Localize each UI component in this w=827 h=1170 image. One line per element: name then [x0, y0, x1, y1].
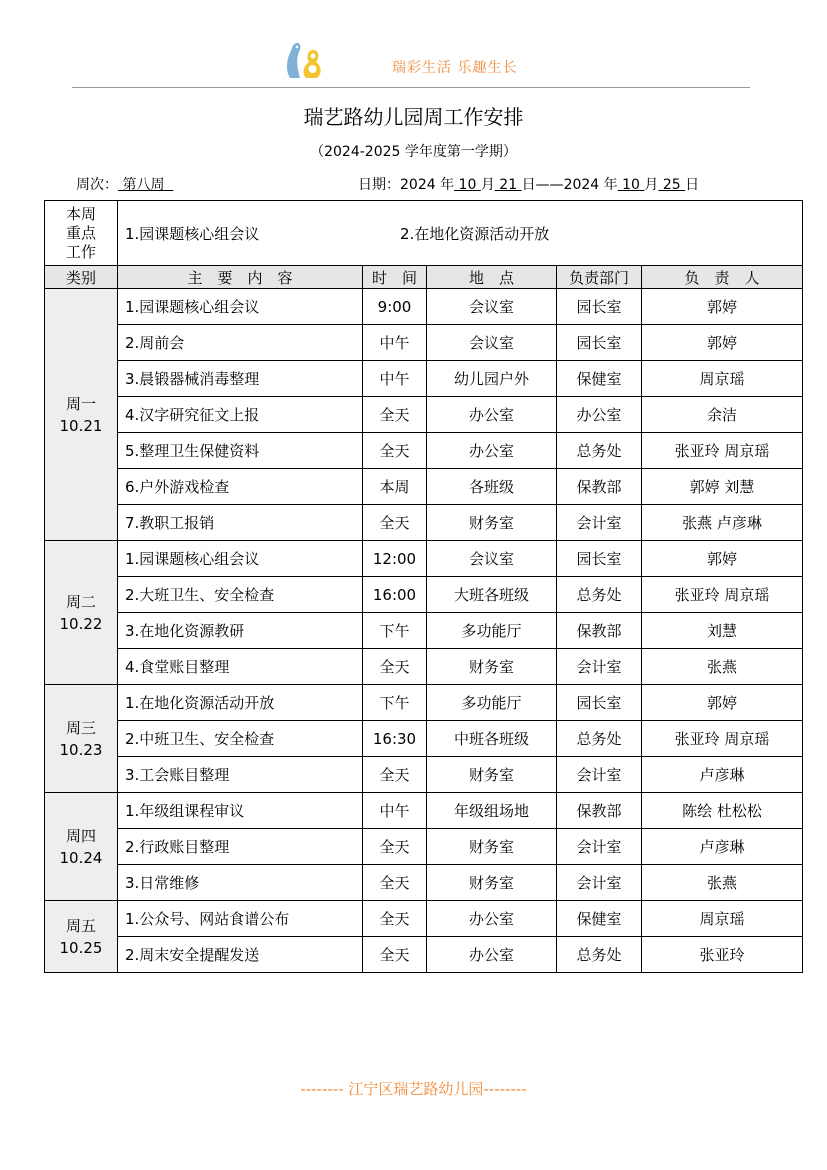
table-row [45, 757, 803, 793]
content-cell: 3.日常维修 [118, 865, 363, 901]
time-cell: 全天 [363, 757, 427, 793]
place-cell: 会议室 [427, 541, 557, 577]
time-cell: 全天 [363, 901, 427, 937]
person-cell: 张燕 卢彦琳 [642, 505, 803, 541]
day-cell [45, 793, 118, 901]
person-cell: 张燕 [642, 865, 803, 901]
table-row [45, 505, 803, 541]
week-info [76, 174, 173, 194]
schedule-table [44, 200, 803, 973]
table-row [45, 541, 803, 577]
dept-cell: 保教部 [557, 793, 642, 829]
column-header-row [45, 266, 803, 289]
time-cell: 全天 [363, 397, 427, 433]
end-month: 10 [622, 177, 640, 193]
focus-items [118, 201, 803, 266]
column-header: 主 要 内 容 [118, 266, 363, 289]
content-cell: 3.工会账目整理 [118, 757, 363, 793]
place-cell: 会议室 [427, 289, 557, 325]
content-cell: 2.中班卫生、安全检查 [118, 721, 363, 757]
table-row [45, 289, 803, 325]
time-cell: 全天 [363, 829, 427, 865]
time-cell: 全天 [363, 649, 427, 685]
place-cell: 财务室 [427, 505, 557, 541]
header-divider [72, 87, 750, 88]
content-cell: 2.周末安全提醒发送 [118, 937, 363, 973]
table-row [45, 361, 803, 397]
focus-label: 本周 重点 工作 [45, 201, 118, 266]
place-cell: 会议室 [427, 325, 557, 361]
column-header: 地 点 [427, 266, 557, 289]
start-year: 2024 [400, 177, 436, 193]
person-cell: 郭婷 [642, 325, 803, 361]
date-label: 日期： [358, 177, 400, 193]
dept-cell: 会计室 [557, 757, 642, 793]
place-cell: 幼儿园户外 [427, 361, 557, 397]
person-cell: 张亚玲 周京瑶 [642, 433, 803, 469]
dept-cell: 会计室 [557, 865, 642, 901]
day-date: 10.25 [59, 938, 103, 957]
content-cell: 3.晨锻器械消毒整理 [118, 361, 363, 397]
person-cell: 张亚玲 周京瑶 [642, 721, 803, 757]
start-day: 21 [499, 177, 518, 193]
table-row [45, 865, 803, 901]
column-header: 类别 [45, 266, 118, 289]
place-cell: 财务室 [427, 757, 557, 793]
content-cell: 2.周前会 [118, 325, 363, 361]
start-month: 10 [458, 177, 477, 193]
time-cell: 12:00 [363, 541, 427, 577]
content-cell: 5.整理卫生保健资料 [118, 433, 363, 469]
place-cell: 财务室 [427, 829, 557, 865]
place-cell: 办公室 [427, 433, 557, 469]
table-row [45, 793, 803, 829]
time-cell: 中午 [363, 325, 427, 361]
time-cell: 全天 [363, 505, 427, 541]
person-cell: 郭婷 [642, 685, 803, 721]
day-date: 10.24 [59, 848, 103, 867]
person-cell: 郭婷 [642, 541, 803, 577]
place-cell: 大班各班级 [427, 577, 557, 613]
time-cell: 9:00 [363, 289, 427, 325]
day-cell [45, 685, 118, 793]
day-date: 10.21 [59, 416, 103, 435]
time-cell: 本周 [363, 469, 427, 505]
person-cell: 陈绘 杜松松 [642, 793, 803, 829]
page-title: 瑞艺路幼儿园周工作安排 [303, 105, 524, 129]
focus-row [45, 201, 803, 266]
day-name: 周一 [65, 394, 96, 413]
day-cell [45, 541, 118, 685]
dept-cell: 总务处 [557, 937, 642, 973]
content-cell: 1.园课题核心组会议 [118, 289, 363, 325]
day-date: 10.23 [59, 740, 103, 759]
dept-cell: 总务处 [557, 433, 642, 469]
table-row [45, 721, 803, 757]
place-cell: 多功能厅 [427, 685, 557, 721]
time-cell: 中午 [363, 361, 427, 397]
day-cell [45, 901, 118, 973]
week-value: 第八周 [122, 177, 165, 193]
dept-cell: 园长室 [557, 289, 642, 325]
place-cell: 财务室 [427, 649, 557, 685]
table-row [45, 685, 803, 721]
day-name: 周三 [65, 718, 96, 737]
date-range: 日期：2024 年 10 月 21 日——2024 年 10 月 25 日 [358, 177, 700, 193]
dept-cell: 园长室 [557, 325, 642, 361]
footer-school-name: -------- 江宁区瑞艺路幼儿园-------- [300, 1080, 527, 1098]
dept-cell: 保健室 [557, 901, 642, 937]
place-cell: 办公室 [427, 397, 557, 433]
time-cell: 全天 [363, 937, 427, 973]
place-cell: 办公室 [427, 937, 557, 973]
table-row [45, 433, 803, 469]
content-cell: 4.食堂账目整理 [118, 649, 363, 685]
column-header: 负责部门 [557, 266, 642, 289]
person-cell: 周京瑶 [642, 901, 803, 937]
column-header: 时 间 [363, 266, 427, 289]
place-cell: 年级组场地 [427, 793, 557, 829]
content-cell: 1.园课题核心组会议 [118, 541, 363, 577]
person-cell: 张燕 [642, 649, 803, 685]
content-cell: 1.在地化资源活动开放 [118, 685, 363, 721]
day-name: 周五 [65, 916, 96, 935]
person-cell: 郭婷 刘慧 [642, 469, 803, 505]
kindergarten-logo [282, 38, 328, 80]
dept-cell: 总务处 [557, 721, 642, 757]
dept-cell: 总务处 [557, 577, 642, 613]
time-cell: 下午 [363, 613, 427, 649]
week-label: 周次： [76, 177, 118, 193]
day-date: 10.22 [59, 614, 103, 633]
person-cell: 余洁 [642, 397, 803, 433]
time-cell: 16:00 [363, 577, 427, 613]
end-year: 2024 [563, 177, 600, 193]
content-cell: 2.大班卫生、安全检查 [118, 577, 363, 613]
dept-cell: 保教部 [557, 613, 642, 649]
time-cell: 下午 [363, 685, 427, 721]
place-cell: 办公室 [427, 901, 557, 937]
dept-cell: 园长室 [557, 541, 642, 577]
focus-item: 1.园课题核心组会议 [125, 224, 260, 243]
day-name: 周四 [65, 826, 96, 845]
table-row [45, 469, 803, 505]
content-cell: 2.行政账目整理 [118, 829, 363, 865]
time-cell: 中午 [363, 793, 427, 829]
table-row [45, 901, 803, 937]
place-cell: 多功能厅 [427, 613, 557, 649]
content-cell: 7.教职工报销 [118, 505, 363, 541]
dept-cell: 园长室 [557, 685, 642, 721]
dept-cell: 会计室 [557, 505, 642, 541]
dept-cell: 办公室 [557, 397, 642, 433]
person-cell: 周京瑶 [642, 361, 803, 397]
place-cell: 各班级 [427, 469, 557, 505]
place-cell: 财务室 [427, 865, 557, 901]
dept-cell: 会计室 [557, 649, 642, 685]
content-cell: 6.户外游戏检查 [118, 469, 363, 505]
column-header: 负 责 人 [642, 266, 803, 289]
dept-cell: 保健室 [557, 361, 642, 397]
time-cell: 16:30 [363, 721, 427, 757]
end-day: 25 [662, 177, 681, 193]
time-cell: 全天 [363, 865, 427, 901]
person-cell: 张亚玲 周京瑶 [642, 577, 803, 613]
content-cell: 3.在地化资源教研 [118, 613, 363, 649]
place-cell: 中班各班级 [427, 721, 557, 757]
table-row [45, 937, 803, 973]
day-name: 周二 [65, 592, 96, 611]
table-row [45, 613, 803, 649]
slogan: 瑞彩生活 乐趣生长 [392, 60, 518, 76]
person-cell: 张亚玲 [642, 937, 803, 973]
content-cell: 1.公众号、网站食谱公布 [118, 901, 363, 937]
dept-cell: 会计室 [557, 829, 642, 865]
dept-cell: 保教部 [557, 469, 642, 505]
content-cell: 1.年级组课程审议 [118, 793, 363, 829]
table-row [45, 325, 803, 361]
table-row [45, 649, 803, 685]
time-cell: 全天 [363, 433, 427, 469]
table-row [45, 397, 803, 433]
person-cell: 卢彦琳 [642, 829, 803, 865]
table-row [45, 577, 803, 613]
letterhead [0, 0, 827, 95]
person-cell: 卢彦琳 [642, 757, 803, 793]
focus-item: 2.在地化资源活动开放 [400, 224, 550, 243]
day-cell [45, 289, 118, 541]
person-cell: 郭婷 [642, 289, 803, 325]
table-row [45, 829, 803, 865]
content-cell: 4.汉字研究征文上报 [118, 397, 363, 433]
page-subtitle: （2024-2025 学年度第一学期） [310, 144, 517, 160]
person-cell: 刘慧 [642, 613, 803, 649]
